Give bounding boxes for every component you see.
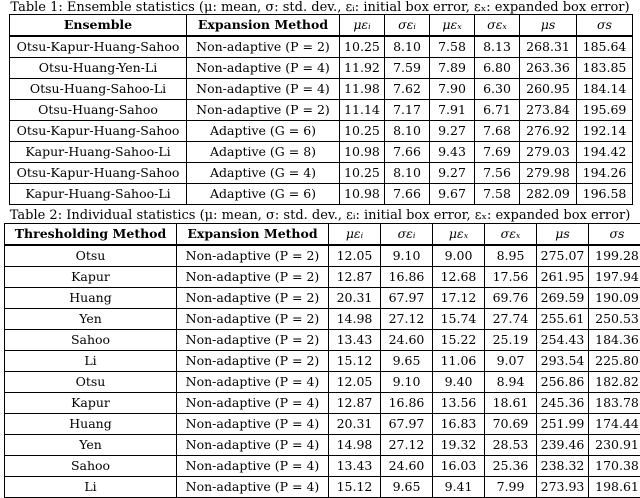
table-cell: 6.30	[475, 79, 520, 100]
table-cell: 18.61	[485, 393, 537, 414]
table-cell: Non-adaptive (P = 2)	[177, 288, 329, 309]
table-cell: Sahoo	[5, 456, 177, 477]
table-cell: 8.10	[385, 163, 430, 184]
table-cell: 20.31	[329, 414, 381, 435]
table-cell: 15.74	[433, 309, 485, 330]
table-cell: 263.36	[520, 58, 577, 79]
table-cell: 7.59	[385, 58, 430, 79]
table-cell: 28.53	[485, 435, 537, 456]
table-cell: 67.97	[381, 414, 433, 435]
table-cell: 199.28	[589, 245, 640, 267]
table-cell: 16.03	[433, 456, 485, 477]
table-cell: Otsu-Huang-Yen-Li	[10, 58, 187, 79]
table-cell: Non-adaptive (P = 2)	[177, 267, 329, 288]
table-cell: Non-adaptive (P = 4)	[177, 414, 329, 435]
table-cell: Non-adaptive (P = 2)	[177, 309, 329, 330]
table-row	[10, 79, 633, 100]
table-row	[5, 309, 640, 330]
table-row	[5, 288, 640, 309]
table-cell: 16.86	[381, 393, 433, 414]
table-cell: 195.69	[577, 100, 633, 121]
table-row	[5, 393, 640, 414]
table-cell: 293.54	[537, 351, 589, 372]
table-cell: 9.67	[430, 184, 475, 205]
table-cell: Non-adaptive (P = 4)	[177, 372, 329, 393]
table-cell: Otsu-Kapur-Huang-Sahoo	[10, 36, 187, 58]
table-cell: 25.36	[485, 456, 537, 477]
table-cell: Adaptive (G = 8)	[187, 142, 340, 163]
table1-header-ensemble: Ensemble	[10, 15, 187, 37]
table-cell: Otsu-Huang-Sahoo	[10, 100, 187, 121]
table-cell: 273.93	[537, 477, 589, 498]
table-cell: 10.98	[340, 142, 385, 163]
table-cell: Non-adaptive (P = 2)	[187, 36, 340, 58]
table-cell: Non-adaptive (P = 4)	[187, 58, 340, 79]
table-cell: Non-adaptive (P = 4)	[177, 477, 329, 498]
table-cell: 190.09	[589, 288, 640, 309]
table-cell: 9.27	[430, 121, 475, 142]
table1-header-mu-ei: μεᵢ	[340, 15, 385, 37]
table-cell: Otsu-Kapur-Huang-Sahoo	[10, 121, 187, 142]
table1-caption: Table 1: Ensemble statistics (μ: mean, σ: std. dev., εᵢ: initial box error, εₓ: expanded box error)	[0, 0, 640, 16]
table-cell: 9.27	[430, 163, 475, 184]
table-cell: 8.10	[385, 36, 430, 58]
table-cell: 6.71	[475, 100, 520, 121]
table-cell: Li	[5, 351, 177, 372]
table-cell: 13.56	[433, 393, 485, 414]
table-cell: 194.42	[577, 142, 633, 163]
table-cell: 7.66	[385, 142, 430, 163]
table-cell: 10.25	[340, 163, 385, 184]
table-cell: 7.68	[475, 121, 520, 142]
table-row	[5, 267, 640, 288]
table-cell: Non-adaptive (P = 2)	[177, 245, 329, 267]
table-cell: 269.59	[537, 288, 589, 309]
table1-header-sigma-s: σs	[577, 15, 633, 37]
table-cell: 25.19	[485, 330, 537, 351]
table-cell: Otsu	[5, 372, 177, 393]
table2-header-sigma-s: σs	[589, 224, 640, 246]
individual-statistics-table	[4, 223, 640, 498]
table-cell: 9.00	[433, 245, 485, 267]
table-cell: 15.12	[329, 477, 381, 498]
table-cell: 6.80	[475, 58, 520, 79]
table-row	[10, 36, 633, 58]
table-cell: Otsu	[5, 245, 177, 267]
table-cell: 184.36	[589, 330, 640, 351]
table-cell: Yen	[5, 309, 177, 330]
table-cell: 268.31	[520, 36, 577, 58]
table-cell: 9.07	[485, 351, 537, 372]
table2-header-expansion: Expansion Method	[177, 224, 329, 246]
table-cell: 27.12	[381, 435, 433, 456]
table-cell: 7.90	[430, 79, 475, 100]
table-cell: Non-adaptive (P = 2)	[187, 100, 340, 121]
table-cell: 198.61	[589, 477, 640, 498]
table-cell: 239.46	[537, 435, 589, 456]
table-cell: Li	[5, 477, 177, 498]
table-cell: 8.95	[485, 245, 537, 267]
table-cell: Otsu-Kapur-Huang-Sahoo	[10, 163, 187, 184]
table-cell: 255.61	[537, 309, 589, 330]
table-cell: Huang	[5, 288, 177, 309]
table-cell: 11.98	[340, 79, 385, 100]
table-cell: Yen	[5, 435, 177, 456]
table-row	[5, 477, 640, 498]
table-cell: 17.56	[485, 267, 537, 288]
table-cell: 15.22	[433, 330, 485, 351]
table-cell: 12.87	[329, 393, 381, 414]
table-cell: Kapur	[5, 393, 177, 414]
table-cell: 261.95	[537, 267, 589, 288]
table-cell: 7.69	[475, 142, 520, 163]
table-cell: 197.94	[589, 267, 640, 288]
table2-header-thresholding: Thresholding Method	[5, 224, 177, 246]
table-cell: 13.43	[329, 330, 381, 351]
table-cell: Adaptive (G = 4)	[187, 163, 340, 184]
table-cell: 174.44	[589, 414, 640, 435]
table-cell: 14.98	[329, 435, 381, 456]
table-row	[5, 330, 640, 351]
table-row	[5, 372, 640, 393]
table2-header-row	[5, 224, 640, 246]
table-cell: 13.43	[329, 456, 381, 477]
table-cell: 192.14	[577, 121, 633, 142]
table1-header-mu-s: μs	[520, 15, 577, 37]
table-cell: 279.98	[520, 163, 577, 184]
table-cell: 7.91	[430, 100, 475, 121]
table-cell: 24.60	[381, 456, 433, 477]
table-row	[5, 414, 640, 435]
table-row	[10, 100, 633, 121]
table-cell: 251.99	[537, 414, 589, 435]
table-row	[5, 456, 640, 477]
table-cell: Kapur-Huang-Sahoo-Li	[10, 142, 187, 163]
table-cell: 12.87	[329, 267, 381, 288]
table-cell: 10.98	[340, 184, 385, 205]
table-cell: 70.69	[485, 414, 537, 435]
table-cell: 230.91	[589, 435, 640, 456]
table-row	[5, 351, 640, 372]
table-cell: 12.68	[433, 267, 485, 288]
table-cell: Kapur-Huang-Sahoo-Li	[10, 184, 187, 205]
table-cell: 170.38	[589, 456, 640, 477]
table-cell: 17.12	[433, 288, 485, 309]
table-cell: 8.94	[485, 372, 537, 393]
table-cell: Non-adaptive (P = 4)	[177, 456, 329, 477]
table-cell: 16.86	[381, 267, 433, 288]
table-cell: 279.03	[520, 142, 577, 163]
table-cell: 9.10	[381, 245, 433, 267]
table-cell: 9.10	[381, 372, 433, 393]
table1-header-mu-ex: μεₓ	[430, 15, 475, 37]
table-cell: 7.99	[485, 477, 537, 498]
table1-header-sigma-ei: σεᵢ	[385, 15, 430, 37]
table-cell: 8.10	[385, 121, 430, 142]
table-row	[10, 184, 633, 205]
table-cell: 12.05	[329, 372, 381, 393]
table-cell: 225.80	[589, 351, 640, 372]
table-cell: 7.58	[430, 36, 475, 58]
table-cell: 11.92	[340, 58, 385, 79]
table-cell: 9.41	[433, 477, 485, 498]
table-cell: 11.06	[433, 351, 485, 372]
table-cell: 20.31	[329, 288, 381, 309]
table-cell: 69.76	[485, 288, 537, 309]
table-cell: 7.58	[475, 184, 520, 205]
table-cell: Non-adaptive (P = 4)	[187, 79, 340, 100]
table-cell: 10.25	[340, 121, 385, 142]
table-cell: 9.43	[430, 142, 475, 163]
table2-caption: Table 2: Individual statistics (μ: mean, σ: std. dev., εᵢ: initial box error, εₓ: expanded box error)	[0, 208, 640, 224]
table-row	[10, 121, 633, 142]
table-cell: 182.82	[589, 372, 640, 393]
table-cell: 194.26	[577, 163, 633, 184]
table-cell: 183.78	[589, 393, 640, 414]
table1-header-row	[10, 15, 633, 37]
table-cell: 9.40	[433, 372, 485, 393]
table2-header-sigma-ei: σεᵢ	[381, 224, 433, 246]
table-cell: Sahoo	[5, 330, 177, 351]
table-cell: Kapur	[5, 267, 177, 288]
table-cell: 7.89	[430, 58, 475, 79]
table-row	[5, 245, 640, 267]
table-row	[10, 58, 633, 79]
table-cell: 12.05	[329, 245, 381, 267]
table-cell: 7.17	[385, 100, 430, 121]
table-cell: 7.66	[385, 184, 430, 205]
table-row	[5, 435, 640, 456]
table-cell: 27.12	[381, 309, 433, 330]
table-cell: Non-adaptive (P = 4)	[177, 393, 329, 414]
table-cell: 260.95	[520, 79, 577, 100]
table2-header-mu-ex: μεₓ	[433, 224, 485, 246]
table-cell: 14.98	[329, 309, 381, 330]
table-cell: Adaptive (G = 6)	[187, 184, 340, 205]
table-cell: 7.62	[385, 79, 430, 100]
table-cell: 19.32	[433, 435, 485, 456]
table-cell: 10.25	[340, 36, 385, 58]
table-cell: 11.14	[340, 100, 385, 121]
table-cell: 7.56	[475, 163, 520, 184]
table-cell: 184.14	[577, 79, 633, 100]
table-cell: 15.12	[329, 351, 381, 372]
table-cell: 16.83	[433, 414, 485, 435]
table-cell: 8.13	[475, 36, 520, 58]
table-cell: 275.07	[537, 245, 589, 267]
table-cell: 67.97	[381, 288, 433, 309]
table-cell: Non-adaptive (P = 2)	[177, 330, 329, 351]
table-cell: Non-adaptive (P = 2)	[177, 351, 329, 372]
table-cell: 9.65	[381, 477, 433, 498]
table-cell: 273.84	[520, 100, 577, 121]
table-cell: 9.65	[381, 351, 433, 372]
table-row	[10, 142, 633, 163]
table-cell: 250.53	[589, 309, 640, 330]
table2-header-mu-s: μs	[537, 224, 589, 246]
table-cell: 183.85	[577, 58, 633, 79]
ensemble-statistics-table	[9, 14, 633, 205]
table-cell: 256.86	[537, 372, 589, 393]
table1-header-expansion: Expansion Method	[187, 15, 340, 37]
table-cell: 27.74	[485, 309, 537, 330]
table-cell: 282.09	[520, 184, 577, 205]
table2-header-mu-ei: μεᵢ	[329, 224, 381, 246]
table-cell: 185.64	[577, 36, 633, 58]
table2-header-sigma-ex: σεₓ	[485, 224, 537, 246]
table-cell: Huang	[5, 414, 177, 435]
table-cell: Otsu-Huang-Sahoo-Li	[10, 79, 187, 100]
table-cell: 254.43	[537, 330, 589, 351]
table-row	[10, 163, 633, 184]
table-cell: 196.58	[577, 184, 633, 205]
table1-header-sigma-ex: σεₓ	[475, 15, 520, 37]
table-cell: Adaptive (G = 6)	[187, 121, 340, 142]
table-cell: 276.92	[520, 121, 577, 142]
table-cell: Non-adaptive (P = 4)	[177, 435, 329, 456]
table-cell: 245.36	[537, 393, 589, 414]
table-cell: 24.60	[381, 330, 433, 351]
table-cell: 238.32	[537, 456, 589, 477]
